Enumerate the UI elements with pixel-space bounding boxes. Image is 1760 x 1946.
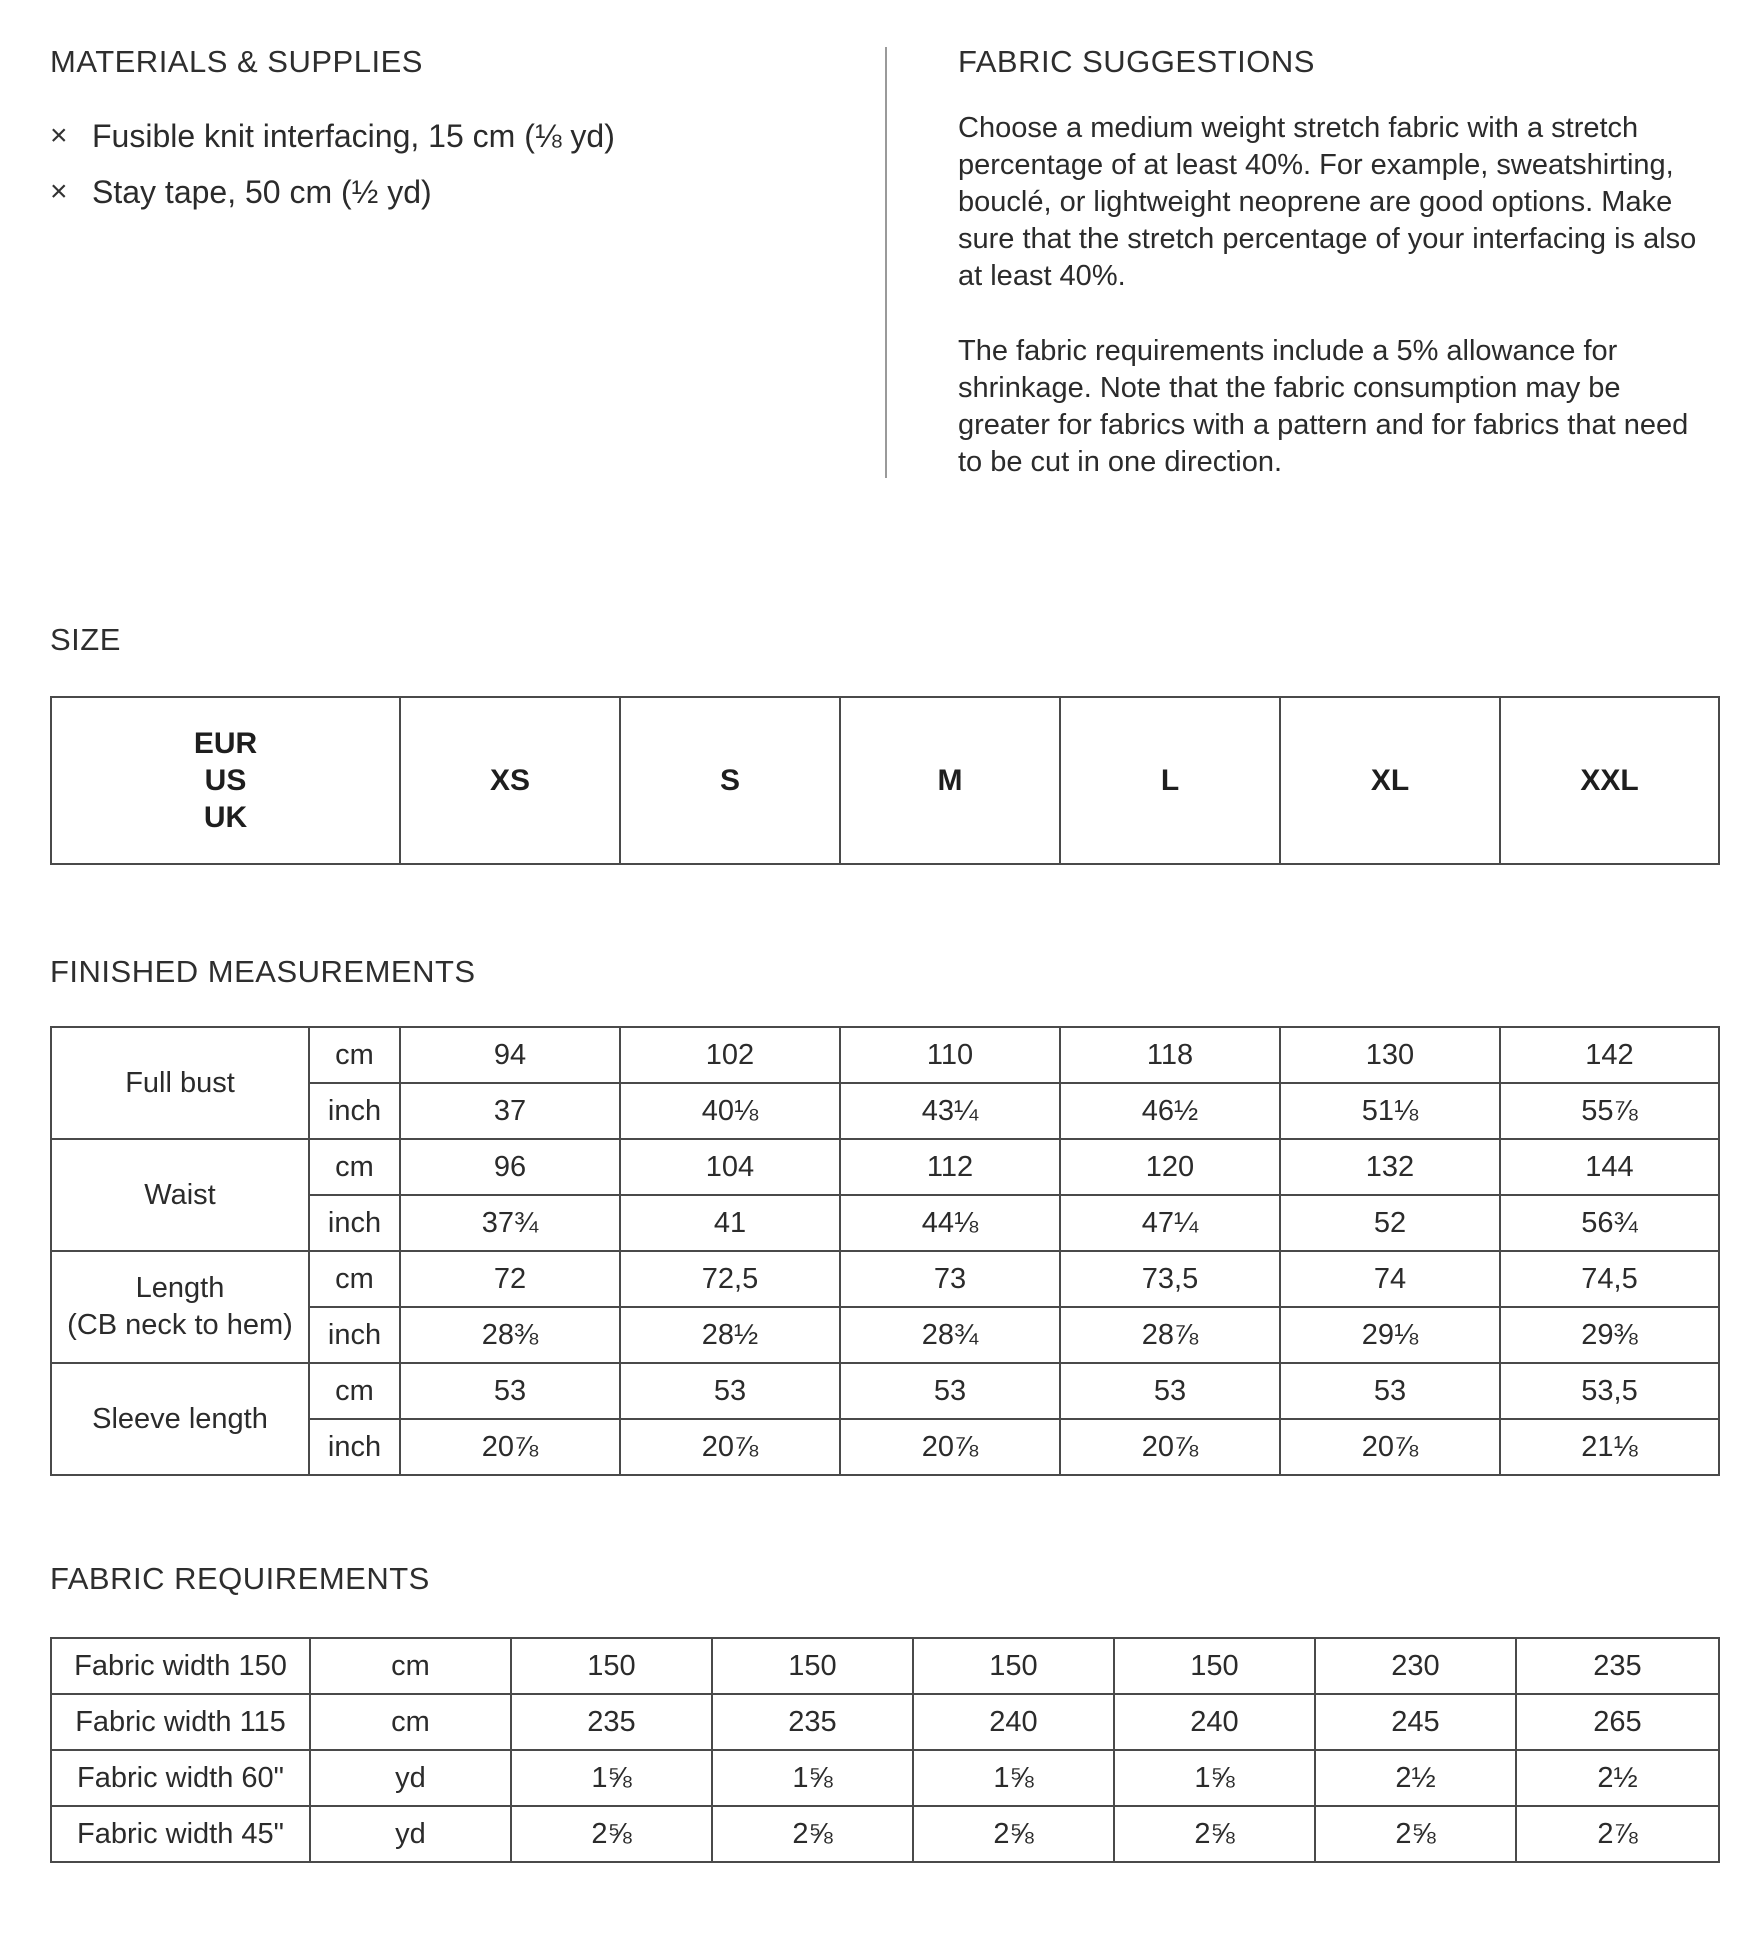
finished-measurements-table xyxy=(50,1026,1720,1476)
requirement-value-cell: 2⅝ xyxy=(511,1806,712,1862)
measurement-value-cell: 28⅞ xyxy=(1060,1307,1280,1363)
measurement-value-cell: 37¾ xyxy=(400,1195,620,1251)
measurement-value-cell: 118 xyxy=(1060,1027,1280,1083)
measurement-value-cell: 29⅜ xyxy=(1500,1307,1719,1363)
unit-cell: inch xyxy=(309,1419,400,1475)
measurement-value-cell: 144 xyxy=(1500,1139,1719,1195)
requirement-value-cell: 150 xyxy=(913,1638,1114,1694)
requirement-value-cell: 240 xyxy=(1114,1694,1315,1750)
unit-cell: cm xyxy=(309,1251,400,1307)
fabric-width-label-cell: Fabric width 45" xyxy=(51,1806,310,1862)
size-row xyxy=(51,697,1719,864)
requirement-value-cell: 2½ xyxy=(1516,1750,1719,1806)
measurement-value-cell: 20⅞ xyxy=(1060,1419,1280,1475)
requirement-value-cell: 235 xyxy=(1516,1638,1719,1694)
measurement-value-cell: 21⅛ xyxy=(1500,1419,1719,1475)
measurement-value-cell: 110 xyxy=(840,1027,1060,1083)
fabric-width-label-cell: Fabric width 115 xyxy=(51,1694,310,1750)
requirement-value-cell: 2⅝ xyxy=(712,1806,913,1862)
fabric-requirements-heading: FABRIC REQUIREMENTS xyxy=(50,1561,430,1596)
requirement-value-cell: 1⅝ xyxy=(712,1750,913,1806)
measurement-value-cell: 56¾ xyxy=(1500,1195,1719,1251)
cross-bullet-icon: × xyxy=(50,175,68,208)
measurement-value-cell: 130 xyxy=(1280,1027,1500,1083)
unit-cell: inch xyxy=(309,1195,400,1251)
measurement-row xyxy=(51,1251,1719,1307)
measurement-row xyxy=(51,1027,1719,1083)
fabric-allowance-paragraph: The fabric requirements include a 5% allowance for shrinkage. Note that the fabric consumption may be greater for fabrics with a pattern and for fabrics that need to be cut in one direction. xyxy=(958,335,1689,478)
size-cell: XXL xyxy=(1500,697,1719,864)
unit-cell: cm xyxy=(310,1694,511,1750)
measurement-value-cell: 20⅞ xyxy=(400,1419,620,1475)
measurement-value-cell: 46½ xyxy=(1060,1083,1280,1139)
unit-cell: cm xyxy=(309,1139,400,1195)
cross-bullet-icon: × xyxy=(50,119,68,152)
measurement-label: Full bust xyxy=(125,1066,235,1099)
unit-cell: inch xyxy=(309,1083,400,1139)
size-cell: L xyxy=(1060,697,1280,864)
measurement-label-cell xyxy=(51,1139,309,1251)
measurement-label: Sleeve length xyxy=(92,1402,268,1435)
size-cell: XS xyxy=(400,697,620,864)
materials-item xyxy=(50,164,615,220)
measurement-value-cell: 43¼ xyxy=(840,1083,1060,1139)
requirement-value-cell: 150 xyxy=(712,1638,913,1694)
requirement-value-cell: 230 xyxy=(1315,1638,1516,1694)
measurement-value-cell: 53 xyxy=(1060,1363,1280,1419)
requirement-value-cell: 150 xyxy=(1114,1638,1315,1694)
requirement-row xyxy=(51,1694,1719,1750)
fabric-width-label-cell: Fabric width 150 xyxy=(51,1638,310,1694)
measurement-sublabel: (CB neck to hem) xyxy=(67,1309,293,1341)
measurement-value-cell: 96 xyxy=(400,1139,620,1195)
requirement-value-cell: 2⅝ xyxy=(1114,1806,1315,1862)
requirement-value-cell: 245 xyxy=(1315,1694,1516,1750)
measurement-value-cell: 142 xyxy=(1500,1027,1719,1083)
measurement-value-cell: 40⅛ xyxy=(620,1083,840,1139)
fabric-width-label-cell: Fabric width 60" xyxy=(51,1750,310,1806)
measurement-value-cell: 94 xyxy=(400,1027,620,1083)
requirement-value-cell: 2⅞ xyxy=(1516,1806,1719,1862)
size-system-label: US xyxy=(204,764,247,797)
requirement-value-cell: 2½ xyxy=(1315,1750,1516,1806)
measurement-value-cell: 28⅜ xyxy=(400,1307,620,1363)
materials-heading: MATERIALS & SUPPLIES xyxy=(50,44,423,79)
materials-item-text: Fusible knit interfacing, 15 cm (⅛ yd) xyxy=(92,117,615,154)
measurement-value-cell: 74,5 xyxy=(1500,1251,1719,1307)
measurement-label-cell xyxy=(51,1251,309,1363)
measurement-value-cell: 53 xyxy=(400,1363,620,1419)
requirement-value-cell: 1⅝ xyxy=(511,1750,712,1806)
requirement-row xyxy=(51,1750,1719,1806)
materials-item xyxy=(50,108,615,164)
finished-measurements-heading: FINISHED MEASUREMENTS xyxy=(50,954,476,989)
requirement-row xyxy=(51,1806,1719,1862)
measurement-value-cell: 20⅞ xyxy=(1280,1419,1500,1475)
measurement-value-cell: 102 xyxy=(620,1027,840,1083)
measurement-label: Waist xyxy=(144,1178,216,1211)
measurement-value-cell: 104 xyxy=(620,1139,840,1195)
requirement-value-cell: 1⅝ xyxy=(1114,1750,1315,1806)
measurement-value-cell: 37 xyxy=(400,1083,620,1139)
measurement-row xyxy=(51,1363,1719,1419)
requirement-value-cell: 265 xyxy=(1516,1694,1719,1750)
requirement-value-cell: 2⅝ xyxy=(1315,1806,1516,1862)
measurement-value-cell: 132 xyxy=(1280,1139,1500,1195)
size-cell: S xyxy=(620,697,840,864)
materials-item-text: Stay tape, 50 cm (½ yd) xyxy=(92,173,432,210)
measurement-label-cell xyxy=(51,1027,309,1139)
measurement-value-cell: 72,5 xyxy=(620,1251,840,1307)
materials-list xyxy=(50,108,615,220)
measurement-value-cell: 73 xyxy=(840,1251,1060,1307)
measurement-label-cell xyxy=(51,1363,309,1475)
unit-cell: cm xyxy=(309,1027,400,1083)
measurement-value-cell: 74 xyxy=(1280,1251,1500,1307)
requirement-value-cell: 235 xyxy=(712,1694,913,1750)
size-system-label: EUR xyxy=(193,727,258,760)
requirement-value-cell: 2⅝ xyxy=(913,1806,1114,1862)
unit-cell: cm xyxy=(309,1363,400,1419)
measurement-value-cell: 28¾ xyxy=(840,1307,1060,1363)
measurement-value-cell: 51⅛ xyxy=(1280,1083,1500,1139)
unit-cell: inch xyxy=(309,1307,400,1363)
requirement-value-cell: 1⅝ xyxy=(913,1750,1114,1806)
unit-cell: yd xyxy=(310,1750,511,1806)
measurement-value-cell: 29⅛ xyxy=(1280,1307,1500,1363)
measurement-value-cell: 53,5 xyxy=(1500,1363,1719,1419)
fabric-suggestions-heading: FABRIC SUGGESTIONS xyxy=(958,44,1315,79)
measurement-value-cell: 20⅞ xyxy=(840,1419,1060,1475)
measurement-value-cell: 53 xyxy=(620,1363,840,1419)
measurement-label: Length xyxy=(135,1272,225,1304)
size-heading: SIZE xyxy=(50,622,121,657)
measurement-value-cell: 53 xyxy=(1280,1363,1500,1419)
measurement-value-cell: 20⅞ xyxy=(620,1419,840,1475)
requirement-value-cell: 150 xyxy=(511,1638,712,1694)
unit-cell: yd xyxy=(310,1806,511,1862)
requirement-row xyxy=(51,1638,1719,1694)
fabric-suggestions-paragraph: Choose a medium weight stretch fabric with a stretch percentage of at least 40%. For example, sweatshirting, bouclé, or lightweight neoprene are good options. Make sure that the stretch percentage of your interfacing is also at least 40%. xyxy=(958,112,1697,292)
requirement-value-cell: 240 xyxy=(913,1694,1114,1750)
size-cell: M xyxy=(840,697,1060,864)
column-divider xyxy=(885,47,887,478)
size-table xyxy=(50,696,1720,865)
measurement-value-cell: 52 xyxy=(1280,1195,1500,1251)
measurement-value-cell: 120 xyxy=(1060,1139,1280,1195)
measurement-value-cell: 72 xyxy=(400,1251,620,1307)
measurement-value-cell: 41 xyxy=(620,1195,840,1251)
requirement-value-cell: 235 xyxy=(511,1694,712,1750)
measurement-value-cell: 47¼ xyxy=(1060,1195,1280,1251)
fabric-requirements-table xyxy=(50,1637,1720,1863)
size-cell: XL xyxy=(1280,697,1500,864)
measurement-value-cell: 53 xyxy=(840,1363,1060,1419)
measurement-row xyxy=(51,1139,1719,1195)
measurement-value-cell: 44⅛ xyxy=(840,1195,1060,1251)
size-system-label: UK xyxy=(203,801,248,834)
measurement-value-cell: 73,5 xyxy=(1060,1251,1280,1307)
measurement-value-cell: 55⅞ xyxy=(1500,1083,1719,1139)
unit-cell: cm xyxy=(310,1638,511,1694)
size-system-cell xyxy=(51,697,400,864)
measurement-value-cell: 28½ xyxy=(620,1307,840,1363)
measurement-value-cell: 112 xyxy=(840,1139,1060,1195)
